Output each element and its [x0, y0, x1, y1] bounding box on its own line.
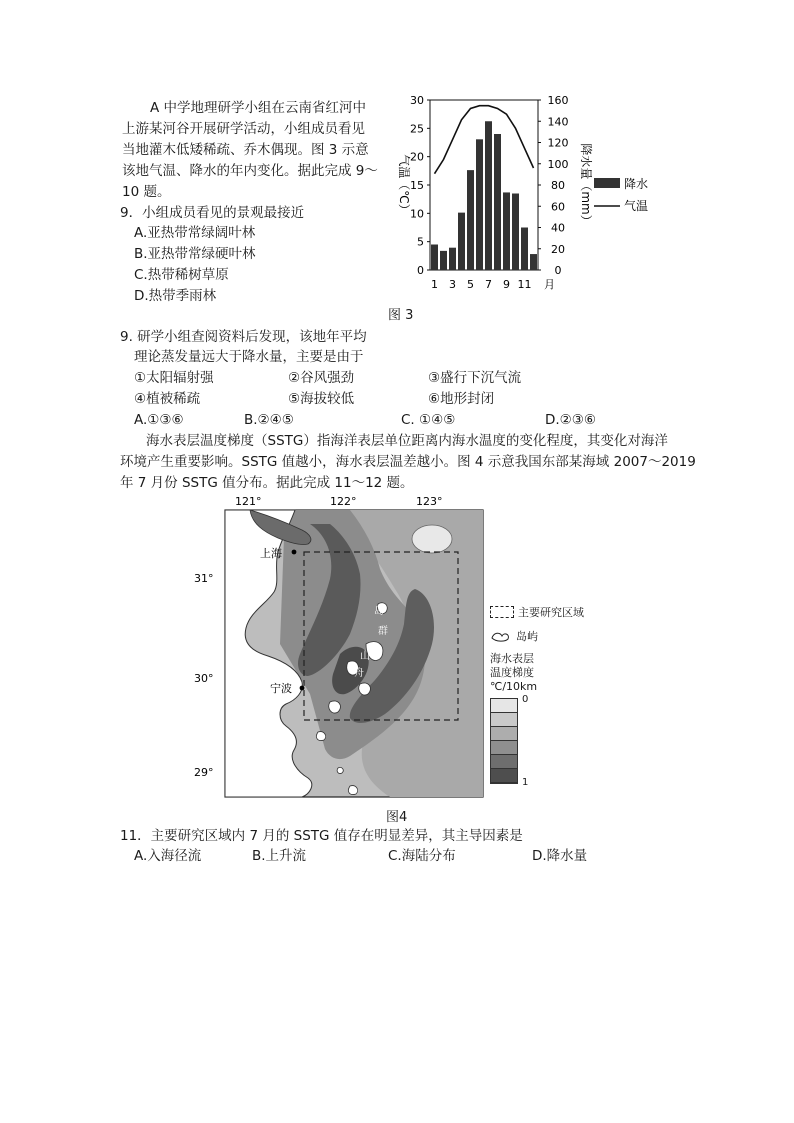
precip-bar: [503, 192, 510, 270]
lat-label: 30°: [194, 672, 214, 685]
right-tick-label: 60: [551, 200, 565, 214]
question-stem: 理论蒸发量远大于降水量，主要是由于: [134, 349, 364, 365]
lat-label: 31°: [194, 572, 214, 585]
option-c: C. ①④⑤: [401, 412, 456, 428]
precip-bar: [449, 248, 456, 270]
intro-b-line: 年 7 月份 SSTG 值分布。据此完成 11～12 题。: [120, 475, 414, 491]
legend-bar-swatch: [594, 178, 620, 188]
scale-swatch: [491, 769, 517, 783]
precip-bar: [476, 139, 483, 270]
temperature-line: [435, 106, 534, 174]
option-c: C.海陆分布: [388, 848, 456, 864]
city-ningbo: 宁波: [270, 682, 292, 695]
intro-a-line: 该地气温、降水的年内变化。据此完成 9～: [122, 163, 378, 179]
precip-bar: [521, 228, 528, 271]
x-tick-label: 9: [503, 278, 510, 291]
x-unit-label: 月: [544, 278, 555, 291]
climate-chart: [380, 88, 680, 328]
left-axis-title: 气温（℃）: [397, 154, 411, 216]
right-tick-label: 120: [547, 136, 569, 150]
map-body: [225, 510, 483, 797]
item: ③盛行下沉气流: [428, 370, 522, 386]
precip-bar: [485, 121, 492, 270]
left-tick-label: 25: [410, 122, 424, 136]
legend-study-area: [490, 604, 600, 620]
item: ⑥地形封闭: [428, 391, 495, 407]
legend-gradient-title: [490, 652, 600, 694]
precip-bar: [431, 245, 438, 271]
x-tick-label: 5: [467, 278, 474, 291]
scale-swatch: [491, 699, 517, 713]
city-marker: [292, 550, 297, 555]
question-stem: 11．主要研究区域内 7 月的 SSTG 值存在明显差异，其主导因素是: [120, 828, 523, 844]
legend-title: 温度梯度: [490, 666, 534, 679]
map-legend: [490, 604, 600, 788]
precip-bar: [530, 254, 537, 270]
intro-a-line: 上游某河谷开展研学活动，小组成员看见: [122, 121, 365, 137]
legend-unit: ℃/10km: [490, 680, 538, 693]
left-tick-label: 20: [410, 150, 424, 164]
scale-swatches: [490, 698, 518, 784]
lon-label: 123°: [416, 495, 443, 508]
option-d: D.②③⑥: [545, 412, 596, 428]
legend-bar-label: 降水: [624, 177, 649, 191]
item: ②谷风强劲: [288, 370, 355, 386]
right-tick-label: 0: [554, 264, 562, 277]
scale-min-label: 1: [522, 777, 529, 788]
island-label: 舟: [354, 668, 364, 679]
intro-a-line: 当地灌木低矮稀疏、乔木偶现。图 3 示意: [122, 142, 369, 158]
x-tick-label: 3: [449, 278, 456, 291]
sstg-map-figure: [190, 494, 600, 824]
lon-label: 122°: [330, 495, 357, 508]
intro-b-line: 环境产生重要影响。SSTG 值越小，海水表层温差越小。图 4 示意我国东部某海域 2007～2019: [120, 454, 696, 470]
question-stem: 9．小组成员看见的景观最接近: [120, 205, 305, 221]
item: ①太阳辐射强: [134, 370, 214, 386]
figure-3-caption: 图 3: [388, 308, 414, 323]
option-d: D.热带季雨林: [134, 288, 217, 304]
right-tick-label: 80: [551, 179, 565, 192]
option-c: C.热带稀树草原: [134, 267, 229, 283]
intro-b-line: 海水表层温度梯度（SSTG）指海洋表层单位距离内海水温度的变化程度，其变化对海洋: [146, 433, 668, 449]
scale-swatch: [491, 741, 517, 755]
island-label: 群: [378, 626, 388, 637]
legend-label: 岛屿: [516, 630, 538, 643]
lat-label: 29°: [194, 766, 214, 779]
option-a: A.①③⑥: [134, 412, 184, 428]
item: ④植被稀疏: [134, 391, 201, 407]
precip-bar: [458, 213, 465, 270]
item: ⑤海拔较低: [288, 391, 355, 407]
option-b: B.上升流: [252, 848, 307, 864]
left-tick-label: 30: [410, 94, 424, 107]
left-tick-label: 5: [417, 235, 424, 249]
scale-max-label: 0: [522, 694, 529, 705]
option-d: D.降水量: [532, 848, 588, 864]
x-tick-label: 11: [517, 278, 532, 291]
scale-swatch: [491, 727, 517, 741]
scale-swatch: [491, 713, 517, 727]
right-tick-label: 100: [547, 157, 569, 171]
legend-title: 海水表层: [490, 652, 534, 665]
right-tick-label: 160: [547, 94, 569, 107]
option-b: B.②④⑤: [244, 412, 294, 428]
right-tick-label: 20: [551, 242, 565, 256]
option-a: A.亚热带常绿阔叶林: [134, 225, 256, 241]
legend-island: [490, 628, 600, 644]
option-b: B.亚热带常绿硬叶林: [134, 246, 256, 262]
option-a: A.入海径流: [134, 848, 202, 864]
right-tick-label: 40: [551, 221, 565, 235]
intro-a-line: 10 题。: [122, 184, 171, 200]
island-label: 山: [360, 651, 370, 662]
lon-label: 121°: [235, 495, 262, 508]
right-axis-title: 降水量（mm）: [579, 143, 593, 227]
gradient-scale: [490, 694, 570, 788]
precip-bar: [467, 170, 474, 270]
dashed-box-icon: [490, 606, 514, 618]
precip-bar: [512, 194, 519, 271]
x-tick-label: 7: [485, 278, 492, 291]
city-shanghai: 上海: [260, 547, 282, 560]
x-tick-label: 1: [431, 278, 438, 291]
precip-bar: [494, 134, 501, 270]
scale-swatch: [491, 755, 517, 769]
left-tick-label: 10: [410, 207, 424, 221]
city-marker: [300, 686, 305, 691]
question-stem: 9. 研学小组查阅资料后发现，该地年平均: [120, 329, 367, 345]
figure-4-caption: 图4: [386, 810, 408, 825]
precip-bar: [440, 251, 447, 270]
island-icon: [490, 630, 512, 642]
left-tick-label: 0: [417, 264, 424, 277]
left-tick-label: 15: [410, 179, 424, 192]
island-label: 岛: [374, 606, 384, 617]
right-tick-label: 140: [547, 115, 569, 129]
legend-label: 主要研究区域: [518, 606, 584, 619]
intro-a-line: A 中学地理研学小组在云南省红河中: [150, 100, 367, 116]
legend-line-label: 气温: [624, 199, 649, 213]
